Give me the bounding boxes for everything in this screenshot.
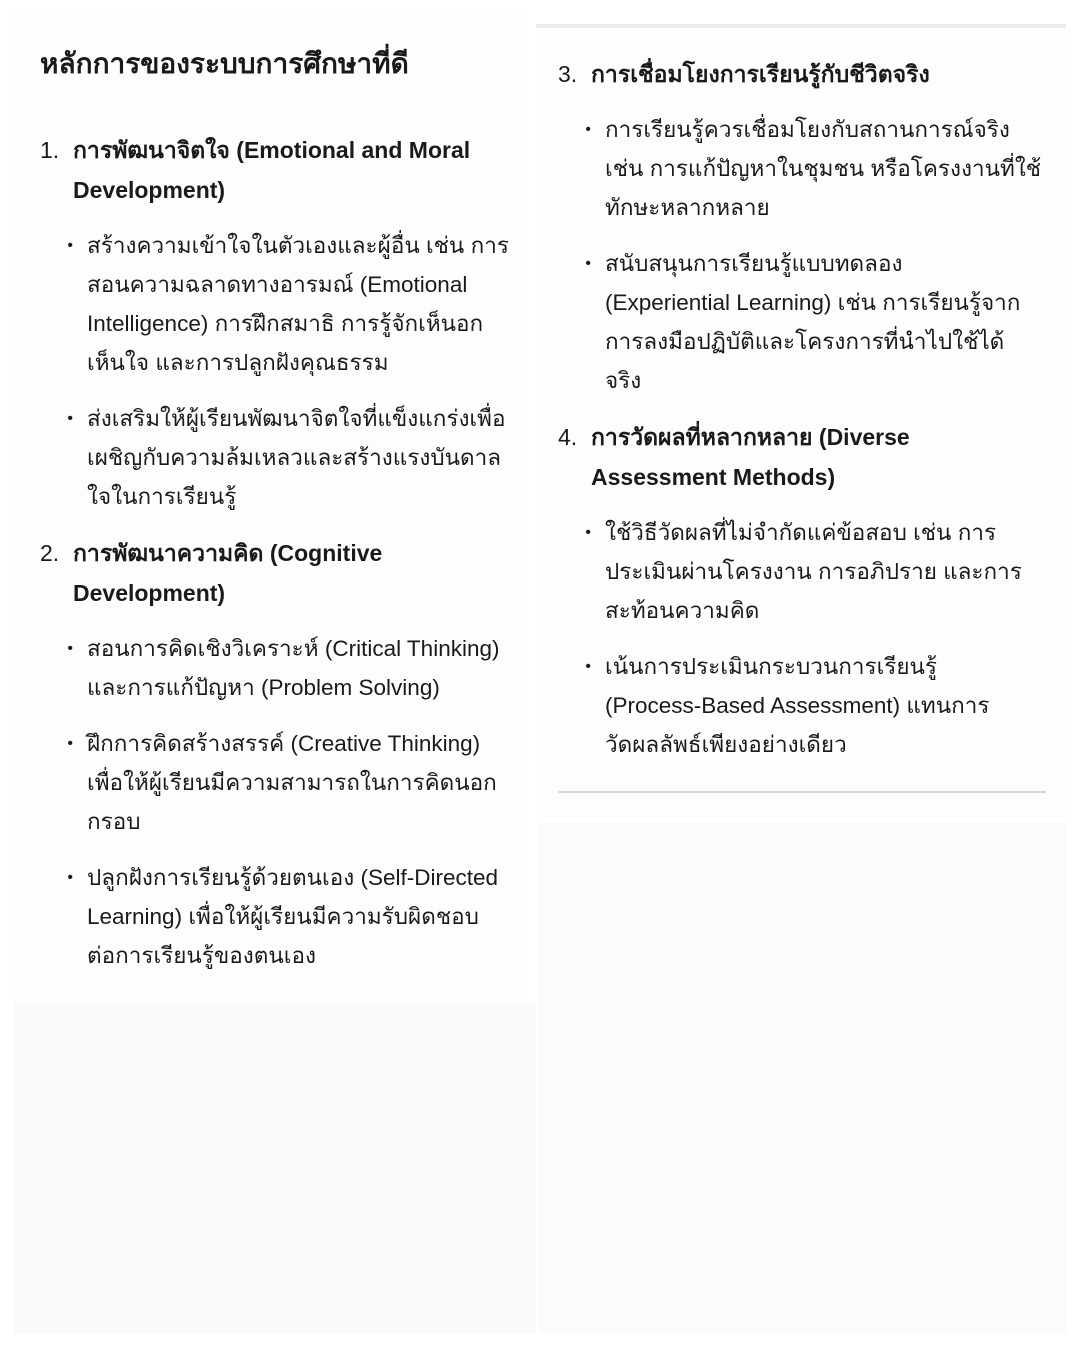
bullet-text: สอนการคิดเชิงวิเคราะห์ (Critical Thinking) และการแก้ปัญหา (Problem Solving) <box>87 636 500 700</box>
section-title <box>73 130 522 210</box>
section-title <box>73 533 522 613</box>
bullet-icon: • <box>67 640 73 657</box>
bullet-icon: • <box>67 237 73 254</box>
section-heading <box>558 54 1046 94</box>
bullet-text: ส่งเสริมให้ผู้เรียนพัฒนาจิตใจที่แข็งแกร่งเพื่อ เผชิญกับความล้มเหลวและสร้างแรงบันดาล ใจในการเรียนรู้ <box>87 406 506 509</box>
section-cognitive-development <box>40 533 522 975</box>
bullet-list <box>40 629 522 975</box>
bullet-icon: • <box>67 410 73 427</box>
section-emotional-development <box>40 130 522 516</box>
section-heading <box>40 130 522 210</box>
list-item <box>40 399 522 516</box>
left-document-panel <box>14 14 522 1004</box>
list-item <box>40 724 522 841</box>
section-diverse-assessment <box>558 417 1046 764</box>
list-item <box>40 629 522 707</box>
bullet-text: สนับสนุนการเรียนรู้แบบทดลอง (Experiential Learning) เช่น การเรียนรู้จาก การลงมือปฏิบัติและโครงการที่นำไปใช้ได้ จริง <box>605 251 1021 393</box>
bullet-text: ฝึกการคิดสร้างสรรค์ (Creative Thinking) เพื่อให้ผู้เรียนมีความสามารถในการคิดนอก กรอบ <box>87 731 497 834</box>
list-item <box>558 110 1046 227</box>
section-title-line: Development) <box>73 177 226 203</box>
bullet-icon: • <box>585 658 591 675</box>
section-number: 2. <box>40 540 60 566</box>
section-title-line: การพัฒนาจิตใจ (Emotional and Moral <box>73 137 471 163</box>
list-item <box>40 858 522 975</box>
list-item <box>40 226 522 382</box>
list-item <box>558 513 1046 630</box>
section-number: 1. <box>40 137 60 163</box>
blank-panel-left <box>14 1004 536 1334</box>
bullet-text: การเรียนรู้ควรเชื่อมโยงกับสถานการณ์จริง เช่น การแก้ปัญหาในชุมชน หรือโครงงานที่ใช้ ทักษะหลากหลาย <box>605 117 1042 220</box>
section-title: การเชื่อมโยงการเรียนรู้กับชีวิตจริง <box>591 61 930 87</box>
list-item <box>558 647 1046 764</box>
section-title-line: Assessment Methods) <box>591 464 836 490</box>
bullet-text: ใช้วิธีวัดผลที่ไม่จำกัดแค่ข้อสอบ เช่น การ ประเมินผ่านโครงงาน การอภิปราย และการ สะท้อนความคิด <box>605 520 1022 623</box>
document-title: หลักการของระบบการศึกษาที่ดี <box>40 48 409 79</box>
list-item <box>558 244 1046 400</box>
section-heading <box>558 417 1046 497</box>
bullet-list <box>558 513 1046 764</box>
bullet-text: ปลูกฝังการเรียนรู้ด้วยตนเอง (Self-Directed Learning) เพื่อให้ผู้เรียนมีความรับผิดชอบ ต่อการเรียนรู้ของตนเอง <box>87 865 499 968</box>
right-document-panel <box>536 24 1066 819</box>
section-real-life-learning <box>558 54 1046 400</box>
section-title-line: การวัดผลที่หลากหลาย (Diverse <box>591 424 910 450</box>
bullet-icon: • <box>67 869 73 886</box>
section-title-line: Development) <box>73 580 226 606</box>
bullet-text: สร้างความเข้าใจในตัวเองและผู้อื่น เช่น การ สอนความฉลาดทางอารมณ์ (Emotional Intelligence) การฝึกสมาธิ การรู้จักเห็นอก เห็นใจ และการปลูกฝังคุณธรรม <box>87 233 509 375</box>
bullet-icon: • <box>67 735 73 752</box>
section-heading <box>40 533 522 613</box>
section-number: 4. <box>558 424 578 450</box>
bullet-icon: • <box>585 255 591 272</box>
section-divider <box>558 791 1046 793</box>
bullet-list <box>558 110 1046 400</box>
section-title-line: การพัฒนาความคิด (Cognitive <box>73 540 383 566</box>
bullet-icon: • <box>585 524 591 541</box>
bullet-text: เน้นการประเมินกระบวนการเรียนรู้ (Process-Based Assessment) แทนการ วัดผลลัพธ์เพียงอย่างเดียว <box>605 654 990 757</box>
section-number: 3. <box>558 61 578 87</box>
section-title <box>591 417 1046 497</box>
blank-panel-right <box>538 822 1066 1334</box>
bullet-list <box>40 226 522 516</box>
bullet-icon: • <box>585 121 591 138</box>
